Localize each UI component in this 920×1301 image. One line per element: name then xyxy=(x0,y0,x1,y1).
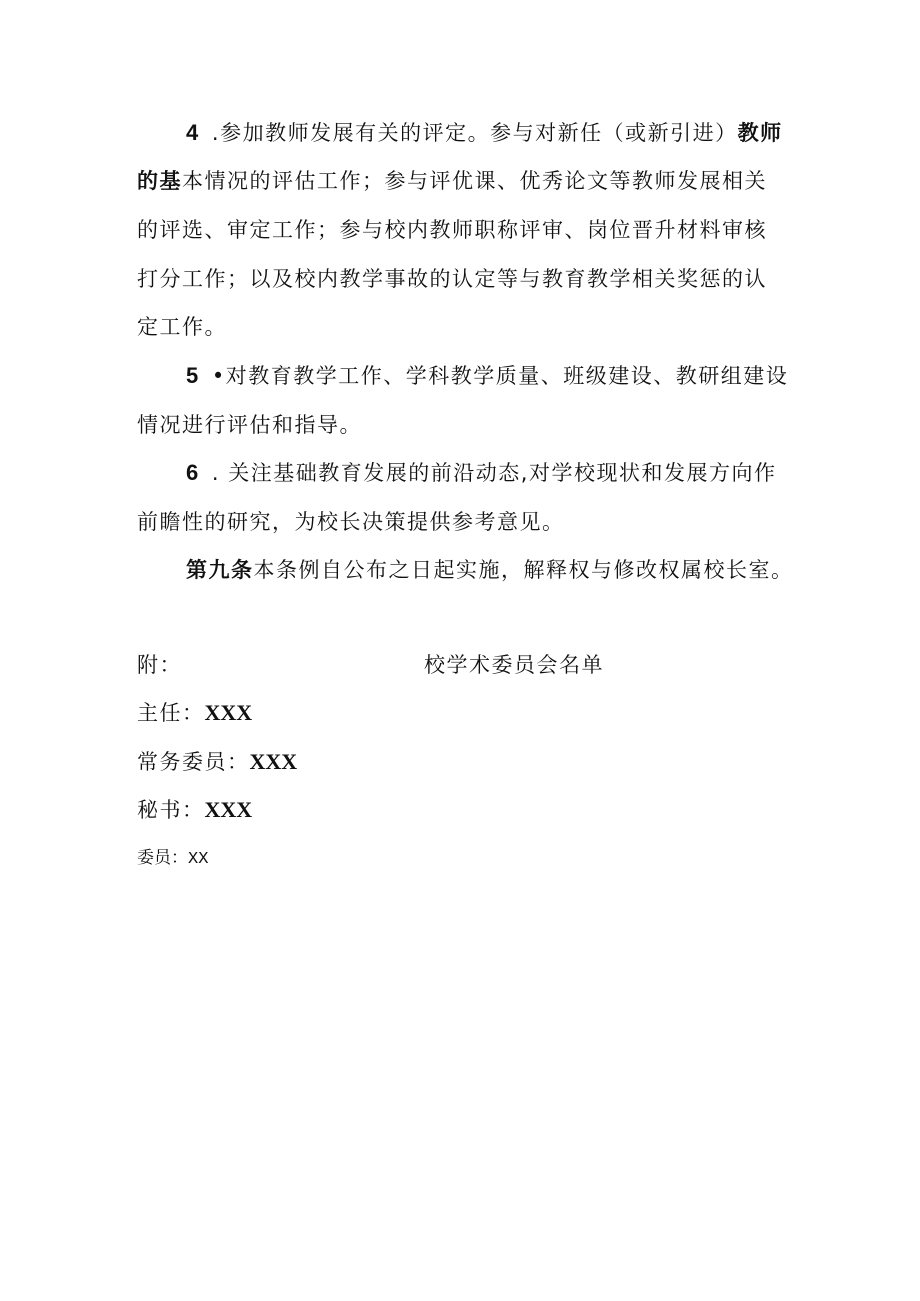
item4-lead-text: .参加教师发展有关的评定。参与对新任（或新引进） xyxy=(203,121,738,145)
director-label: 主任： xyxy=(137,701,205,725)
item5-line2: 情况进行评估和指导。 xyxy=(137,413,362,437)
item4-line2-text: 本情况的评估工作；参与评优课、优秀论文等教师发展相关 xyxy=(182,169,767,193)
director-line xyxy=(137,698,252,728)
item4-line4: 打分工作；以及校内教学事故的认定等与教育教学相关奖惩的认 xyxy=(137,267,767,291)
item4-bold-text: 教师 xyxy=(737,121,783,145)
secretary-value: XXX xyxy=(204,797,253,822)
member-line xyxy=(137,843,208,875)
appendix-label: 附： xyxy=(137,653,182,677)
item4-line2 xyxy=(137,166,767,196)
item4-line2-bold: 的基 xyxy=(137,169,182,193)
article9-line xyxy=(186,555,794,585)
standing-member-value: XXX xyxy=(249,749,298,774)
article9-text: 本条例自公布之日起实施，解释权与修改权属校长室。 xyxy=(253,558,794,582)
secretary-line xyxy=(137,795,252,825)
item4-line1 xyxy=(186,118,783,148)
item6-number: 6 xyxy=(186,460,200,485)
item6-lead-text: . 关注基础教育发展的前沿动态,对学校现状和发展方向作 xyxy=(203,461,777,485)
member-label: 委员： xyxy=(137,848,188,868)
item4-line5: 定工作。 xyxy=(137,315,227,339)
item5-number: 5 xyxy=(186,363,200,388)
item6-line2: 前瞻性的研究，为校长决策提供参考意见。 xyxy=(137,510,565,534)
secretary-label: 秘书： xyxy=(137,798,205,822)
article9-label: 第九条 xyxy=(186,558,254,582)
item6-line1 xyxy=(186,458,776,488)
item4-number: 4 xyxy=(186,120,200,145)
appendix-title: 校学术委员会名单 xyxy=(424,653,604,677)
item5-lead-text: •对教育教学工作、学科教学质量、班级建设、教研组建设 xyxy=(203,364,789,388)
member-value: XX xyxy=(188,850,209,869)
item5-line1 xyxy=(186,361,788,391)
standing-member-label: 常务委员： xyxy=(137,750,250,774)
director-value: XXX xyxy=(204,700,253,725)
standing-member-line xyxy=(137,747,297,777)
item4-line3: 的评选、审定工作；参与校内教师职称评审、岗位晋升材料审核 xyxy=(137,218,767,242)
